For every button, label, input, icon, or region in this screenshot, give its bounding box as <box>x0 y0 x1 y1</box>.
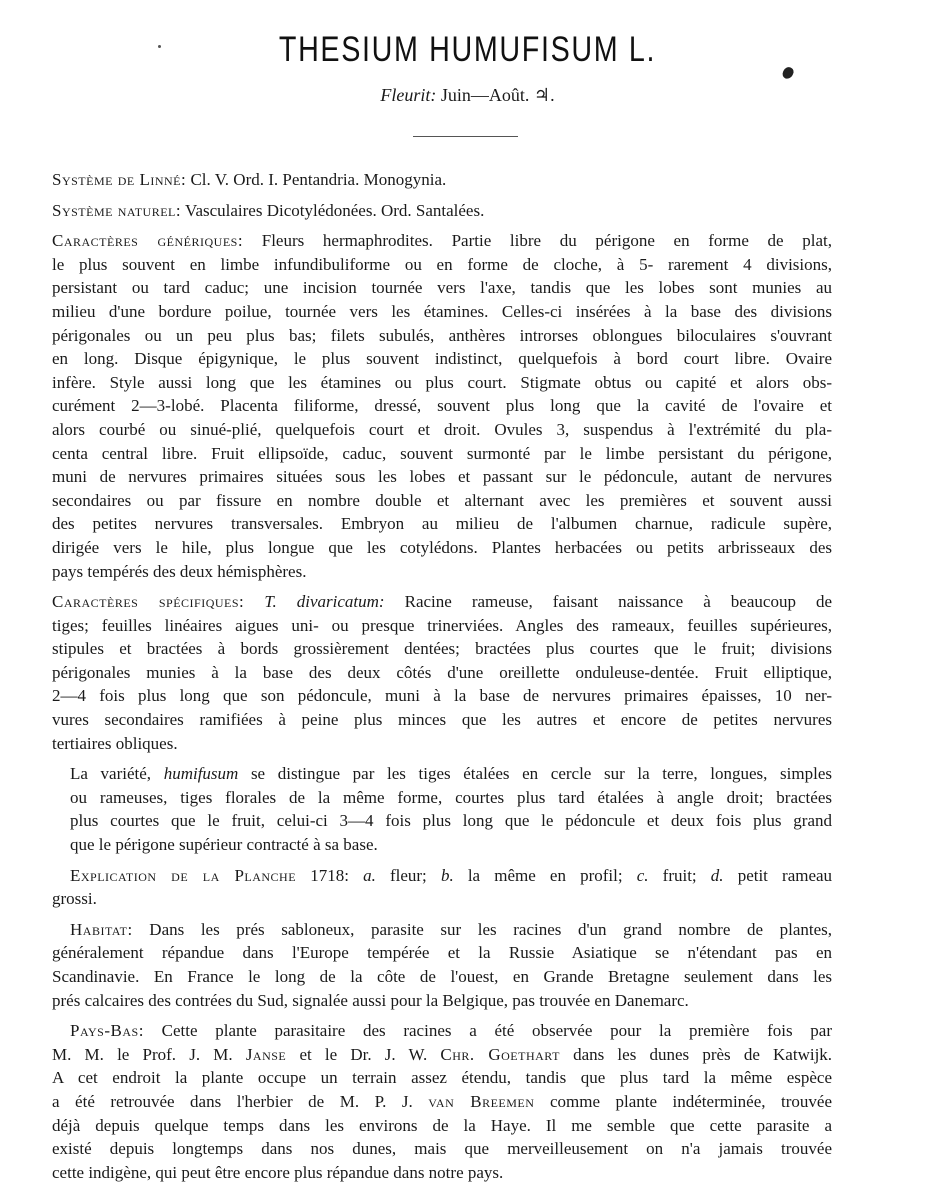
flowering-label: Fleurit: <box>380 85 437 105</box>
text-line: milieu d'une bordure poilue, tournée vers les étamines. Celles-ci insérées à la base des divisions <box>52 301 832 321</box>
text-line: périgonales munies à la base des deux côtés d'une oreillette onduleuse-dentée. Fruit elliptique, <box>52 662 832 682</box>
linne-text: Cl. V. Ord. I. Pentandria. Monogynia. <box>190 170 447 189</box>
text-line: vures secondaires ramifiées à peine plus minces que les autres et encore de petites nervures <box>52 710 832 730</box>
specifiques-paragraph <box>52 590 832 755</box>
variete-paragraph <box>52 762 832 856</box>
text-line: stipules et bractées à bords grossièrement dentées; bractées plus courtes que le fruit; divisions <box>52 639 832 659</box>
text-line: persistant ou tard caduc; une incision tournée vers l'axe, tandis que les lobes sont munies au <box>52 278 832 298</box>
text-line: périgonales ou un peu plus bas; filets subulés, anthères introrses oblongues biloculaires s'ouvrant <box>52 325 832 345</box>
text-body <box>52 168 832 1191</box>
text-line: curément 2—3-lobé. Placenta filiforme, dressé, souvent plus long que la cavité de l'ovaire et <box>52 396 832 416</box>
text-line: A cet endroit la plante occupe un terrain assez étendu, tandis que plus tard la même espèce <box>52 1068 832 1088</box>
paysbas-first-line: Pays-Bas: Cette plante parasitaire des racines a été observée pour la première fois par <box>70 1021 832 1041</box>
habitat-paragraph <box>52 918 832 1012</box>
generiques-label: Caractères génériques: <box>52 231 244 251</box>
author-janse: Janse <box>245 1044 287 1064</box>
text-line: déjà depuis quelque temps dans les environs de la Haye. Il me semble que cette parasite a <box>52 1115 832 1135</box>
variety-name: humifusum <box>163 764 239 784</box>
text-line: grossi. <box>52 889 97 909</box>
linne-paragraph <box>52 168 832 192</box>
linne-label: Système de Linné: <box>52 170 187 189</box>
generiques-paragraph <box>52 229 832 583</box>
species-name: T. divaricatum: <box>264 592 385 612</box>
page-title: THESIUM HUMUFISUM L. <box>278 30 657 69</box>
variete-first-line: La variété, humifusum se distingue par les tiges étalées en cercle sur la terre, longues, simples <box>70 764 832 784</box>
naturel-paragraph <box>52 199 832 223</box>
paysbas-paragraph <box>52 1019 832 1184</box>
text-line: muni de nervures primaires situées sous les lobes et passant sur le pédoncule, autant de nervures <box>52 467 832 487</box>
naturel-label: Système naturel: <box>52 200 182 220</box>
text-line: prés calcaires des contrées du Sud, signalée aussi pour la Belgique, pas trouvée en Danemarc. <box>52 990 689 1010</box>
explication-first-line: Explication de la Planche 1718: a. fleur; b. la même en profil; c. fruit; d. petit rameau <box>70 865 833 885</box>
flowering-line <box>0 85 935 106</box>
text-line: M. M. le Prof. J. M. Janse et le Dr. J. W. Chr. Goethart dans les dunes près de Katwijk. <box>52 1044 833 1064</box>
text-line: secondaires ou par fissure en nombre double et alternant avec les premières et souvent aussi <box>52 490 832 510</box>
text-line: le plus souvent en limbe infundibuliforme ou en forme de cloche, à 5- rarement 4 divisions, <box>52 254 832 274</box>
text-line: centa central libre. Fruit ellipsoïde, caduc, souvent surmonté par le limbe persistant du périgone, <box>52 443 832 463</box>
title-divider <box>413 136 518 137</box>
text-line: infère. Style aussi long que les étamines ou plus court. Stigmate obtus ou capité et alors obs- <box>52 372 832 392</box>
text-line: tertiaires obliques. <box>52 733 178 753</box>
explication-paragraph <box>52 864 832 911</box>
text-line: des petites nervures transversales. Embryon au milieu de l'albumen charnue, radicule supère, <box>52 514 832 534</box>
text-line: a été retrouvée dans l'herbier de M. P. J. van Breemen comme plante indéterminée, trouvée <box>52 1091 833 1111</box>
text-line: plus courtes que le fruit, celui-ci 3—4 fois plus long que le pédoncule et deux fois plus grand <box>70 811 832 831</box>
text-line: cette indigène, qui peut être encore plus répandue dans notre pays. <box>52 1162 504 1182</box>
specifiques-label: Caractères spécifiques: <box>52 592 245 612</box>
naturel-text: Vasculaires Dicotylédonées. Ord. Santalées. <box>185 200 485 220</box>
habitat-first-line: Habitat: Dans les prés sabloneux, parasite sur les racines d'un grand nombre de plantes, <box>70 919 832 939</box>
paysbas-label: Pays-Bas: <box>70 1021 144 1041</box>
text-line: tiges; feuilles linéaires aigues uni- ou presque trinerviées. Angles des rameaux, feuilles supérieures, <box>52 615 832 635</box>
specifiques-first-line: Caractères spécifiques: T. divaricatum: Racine rameuse, faisant naissance à beaucoup de <box>52 592 833 612</box>
text-line: généralement répandue dans l'Europe tempérée et la Russie Asiatique se n'étendant pas en <box>52 943 832 963</box>
text-line: en long. Disque épigynique, le plus souvent indistinct, quelquefois à bord court libre. Ovaire <box>52 349 832 369</box>
text-line: Scandinavie. En France le long de la côte de l'ouest, en Grande Bretagne seulement dans les <box>52 967 832 986</box>
text-line: 2—4 fois plus long que son pédoncule, muni à la base de nervures primaires épaisses, 10 ner- <box>52 686 832 706</box>
text-line: existé depuis longtemps dans nos dunes, mais que merveilleusement on n'a jamais trouvée <box>52 1139 832 1159</box>
text-line: pays tempérés des deux hémisphères. <box>52 561 307 581</box>
explication-label: Explication de la Planche <box>70 865 297 885</box>
habitat-label: Habitat: <box>70 919 133 939</box>
generiques-first-line: Caractères génériques: Fleurs hermaphrodites. Partie libre du périgone en forme de plat, <box>52 231 832 251</box>
author-goethart: Chr. Goethart <box>440 1044 560 1064</box>
author-breemen: van Breemen <box>428 1091 535 1111</box>
flowering-value: Juin—Août. ♃. <box>440 85 555 105</box>
text-line: ou rameuses, tiges florales de la même forme, courtes plus tard étalées à angle droit; bractées <box>70 787 832 807</box>
text-line: dirigée vers le hile, plus longue que les cotylédons. Plantes herbacées ou petits arbrisseaux des <box>52 537 832 557</box>
text-line: que le périgone supérieur contracté à sa base. <box>70 835 378 855</box>
text-line: alors courbé ou sinué-plié, quelquefois court et droit. Ovules 3, suspendus à l'extrémité du pla- <box>52 419 832 439</box>
